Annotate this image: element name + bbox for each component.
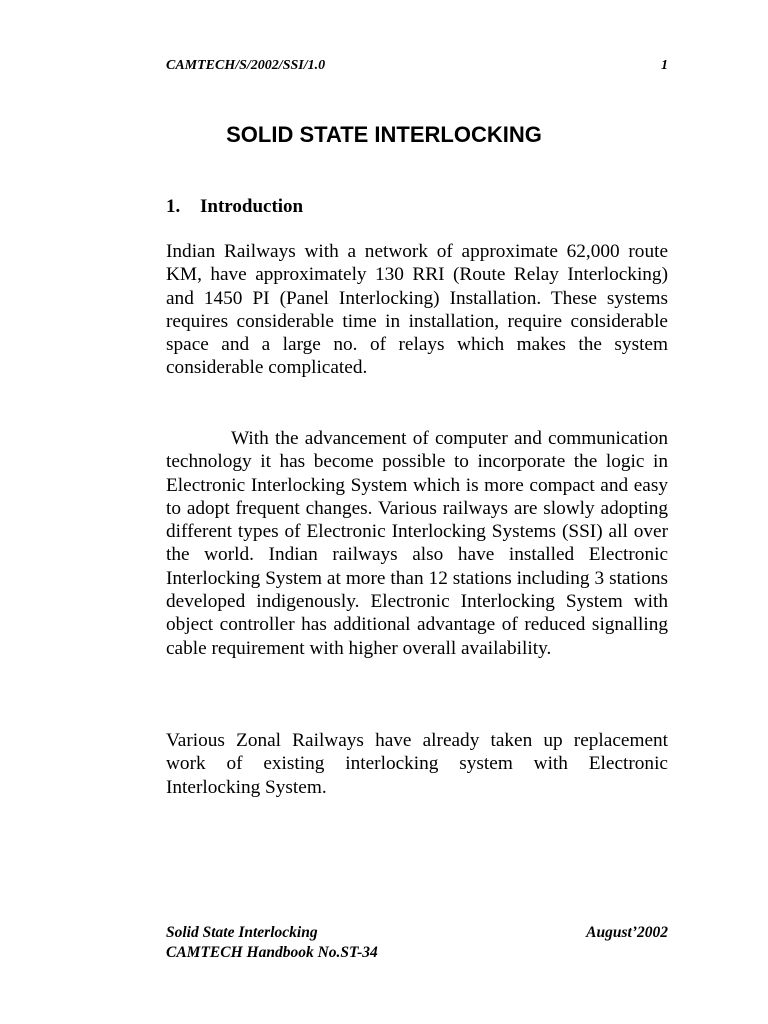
section-heading: [166, 196, 303, 218]
section-number: 1.: [166, 196, 181, 217]
paragraph-zonal-railways: Various Zonal Railways have already taken up replacement work of existing interlocking system with Electronic Interlocking System.: [166, 730, 668, 798]
document-code: CAMTECH/S/2002/SSI/1.0: [166, 58, 326, 73]
footer-book-title: Solid State Interlocking: [166, 924, 318, 941]
paragraph-intro: Indian Railways with a network of approximate 62,000 route KM, have approximately 130 RRI (Route Relay Interlocking) and 1450 PI (Panel Interlocking) Installation. These systems requires considerable time in installation, require considerable space and a large no. of relays which makes the system considerable complicated.: [166, 241, 668, 379]
document-title: SOLID STATE INTERLOCKING: [226, 122, 542, 147]
page-number: 1: [661, 58, 668, 73]
paragraph-advancement: With the advancement of computer and communication technology it has become possible to incorporate the logic in Electronic Interlocking System which is more compact and easy to adopt frequent changes. Various railways are slowly adopting different types of Electronic Interlocking Systems (SSI) all over the world. Indian railways also have installed Electronic Interlocking System at more than 12 stations including 3 stations developed indigenously. Electronic Interlocking System with object controller has additional advantage of reduced signalling cable requirement with higher overall availability.: [166, 428, 668, 659]
page-header: [166, 58, 668, 74]
footer-date: August’2002: [586, 924, 668, 941]
section-title: Introduction: [200, 196, 304, 217]
page-footer-line1: [166, 924, 668, 942]
footer-handbook-number: CAMTECH Handbook No.ST-34: [166, 944, 378, 961]
page-footer-line2: [166, 944, 668, 962]
